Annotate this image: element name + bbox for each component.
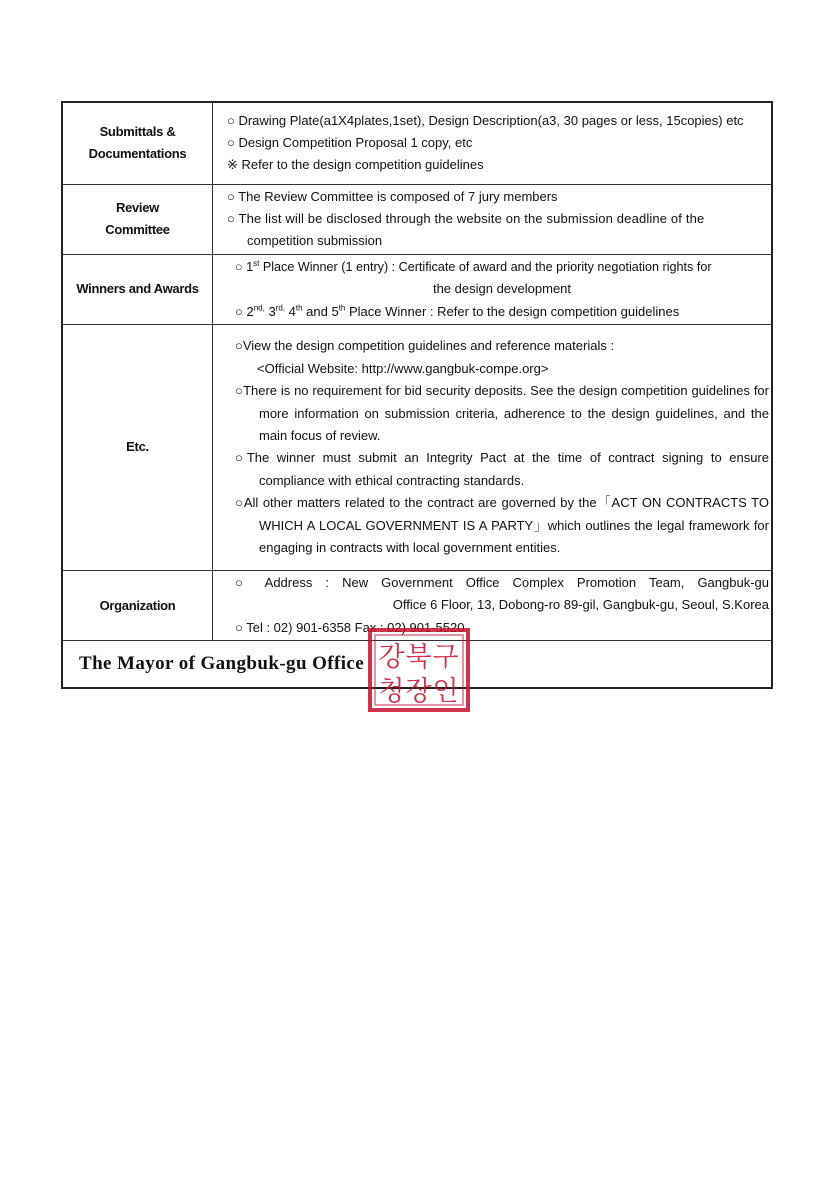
list-item: ○ The list will be disclosed through the website on the submission deadline of the	[227, 210, 705, 226]
list-item	[235, 492, 769, 559]
list-item	[235, 335, 769, 357]
ordinal-suffix: th	[338, 303, 346, 313]
bullet: ○	[235, 303, 243, 319]
table-row-submittals	[62, 102, 772, 184]
ordinal: 3	[264, 303, 276, 319]
ordinal: 2	[246, 303, 254, 319]
item-text: View the design competition guidelines and reference materials :	[242, 338, 615, 354]
ordinal-suffix: st	[253, 258, 260, 268]
list-item: ○ Design Competition Proposal 1 copy, etc	[227, 135, 473, 151]
row-content-review-committee	[213, 184, 773, 254]
label-line: Submittals &	[99, 124, 176, 140]
label-line: Winners and Awards	[76, 281, 199, 297]
document-table	[61, 101, 773, 689]
official-seal-stamp	[368, 628, 470, 712]
label-line: Documentations	[88, 146, 187, 162]
label-line: Organization	[99, 597, 176, 613]
item-text: All other matters related to the contract are governed by the「ACT ON CONTRACTS TO WHICH A LOCAL GOVERNMENT IS A PARTY」which outlines the legal framework for engaging in contracts with local government entities.	[243, 495, 769, 556]
row-label-winners-awards	[62, 254, 213, 324]
tel-fax-line: ○ Tel : 02) 901-6358 Fax : 02) 901-5520	[235, 619, 465, 635]
list-item-continuation: competition submission	[247, 233, 383, 249]
row-content-winners-awards	[213, 254, 773, 324]
ordinal-suffix: rd,	[275, 303, 286, 313]
bullet: ○	[235, 495, 244, 511]
item-text: Place Winner (1 entry) : Certificate of award and the priority negotiation rights for	[259, 259, 712, 274]
bullet: ○	[235, 450, 247, 466]
address-line: ○ Address : New Government Office Complex Promotion Team, Gangbuk-gu	[235, 574, 769, 590]
item-text: Place Winner : Refer to the design competition guidelines	[345, 303, 680, 319]
table-row-review-committee	[62, 184, 772, 254]
ordinal-suffix: nd,	[253, 303, 265, 313]
label-line: Review	[115, 200, 159, 216]
list-item-other-places	[235, 301, 769, 323]
table-row-winners-awards	[62, 254, 772, 324]
row-label-review-committee	[62, 184, 213, 254]
row-content-organization	[213, 570, 773, 640]
label-line: Etc.	[126, 439, 149, 455]
item-text: There is no requirement for bid security deposits. See the design competition guidelines for more information on submission criteria, adherence to the design guidelines, and the main focus of review.	[243, 383, 769, 444]
ordinal: and 5	[302, 303, 339, 319]
address-continuation: Office 6 Floor, 13, Dobong-ro 89-gil, Gangbuk-gu, Seoul, S.Korea	[392, 597, 769, 613]
list-item: ※ Refer to the design competition guidelines	[227, 157, 484, 173]
label-line: Committee	[105, 222, 170, 238]
item-text: The winner must submit an Integrity Pact at the time of contract signing to ensure compliance with ethical contracting standards.	[246, 450, 769, 488]
row-label-submittals	[62, 102, 213, 184]
list-item-continuation: the design development	[432, 281, 572, 297]
list-item-first-place	[235, 256, 769, 278]
ordinal: 4	[285, 303, 296, 319]
ordinal-suffix: th	[295, 303, 303, 313]
list-item: ○ Drawing Plate(a1X4plates,1set), Design Description(a3, 30 pages or less, 15copies) etc	[227, 112, 744, 128]
bullet: ○	[235, 383, 244, 399]
list-item	[235, 380, 769, 447]
table-row-etc	[62, 324, 772, 570]
ordinal: 1	[246, 259, 254, 274]
svg-text:청장인: 청장인	[378, 676, 460, 707]
website-line: <Official Website: http://www.gangbuk-compe.org>	[257, 360, 549, 376]
list-item: ○ The Review Committee is composed of 7 jury members	[227, 188, 558, 204]
row-content-submittals	[213, 102, 773, 184]
bullet: ○	[235, 338, 243, 354]
bullet: ○	[235, 259, 243, 274]
svg-text:강북구: 강북구	[378, 642, 460, 673]
row-label-etc	[62, 324, 213, 570]
list-item	[235, 447, 769, 492]
row-content-etc	[213, 324, 773, 570]
row-label-organization	[62, 570, 213, 640]
issuer-name: The Mayor of Gangbuk-gu Office	[62, 641, 772, 689]
